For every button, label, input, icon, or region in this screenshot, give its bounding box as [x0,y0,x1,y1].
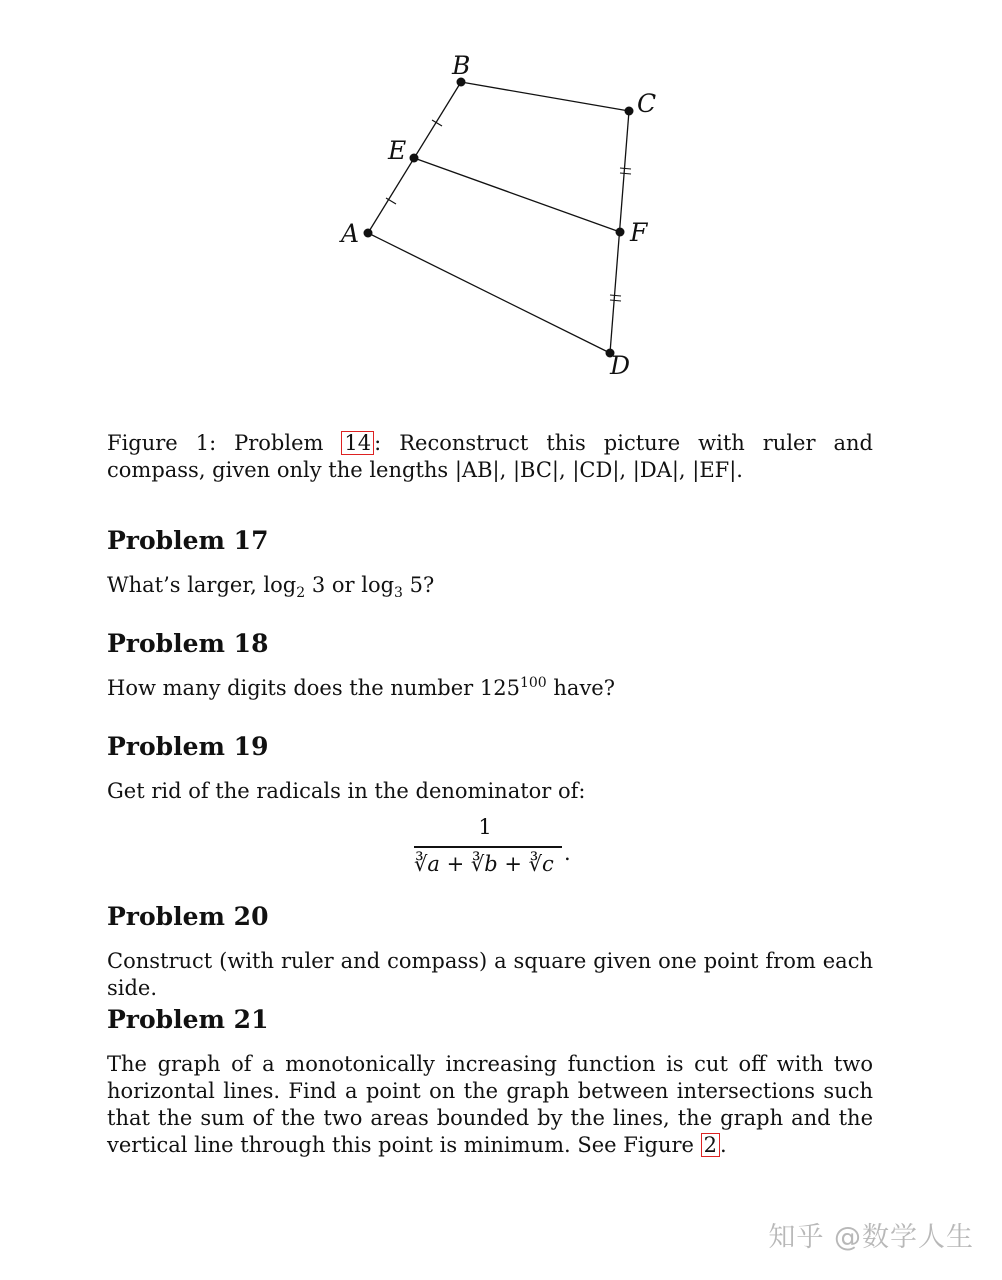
problem-21-heading: Problem 21 [107,1005,269,1034]
problem-17 [107,525,873,602]
label-b: B [452,51,471,80]
problem-18-heading: Problem 18 [107,629,269,658]
problem-17-log-base-2: 3 [394,585,403,602]
fraction-denominator: ∛a + ∛b + ∛c [414,852,554,876]
fraction-numerator: 1 [478,815,492,839]
tick-cf-1 [620,168,631,169]
radical-fraction [410,815,590,877]
point-a [364,229,373,238]
caption-prefix: Figure 1: Problem [107,431,342,455]
problem-18-text-before: How many digits does the number 125 [107,676,520,700]
point-e [410,154,419,163]
segment-bc [461,82,629,111]
segment-ef [414,158,620,232]
fraction-period: . [564,841,571,865]
label-f: F [630,218,648,247]
quadrilateral-figure [300,40,720,390]
problem-19-text: Get rid of the radicals in the denominator of: [107,779,586,803]
problem-14-link[interactable]: 14 [341,431,374,455]
problem-17-text-before: What’s larger, log [107,573,297,597]
segment-da [368,233,610,353]
problem-20-heading: Problem 20 [107,902,269,931]
problem-18-exponent: 100 [519,675,547,691]
problem-17-log-base-1: 2 [296,585,306,602]
problem-17-heading: Problem 17 [107,526,269,555]
problem-17-text-mid: 3 or log [305,573,395,597]
label-e: E [388,136,407,165]
point-f [616,228,625,237]
problem-18-text-after: have? [546,676,615,700]
label-d: D [610,351,631,380]
tick-fd-2 [610,300,621,301]
problem-19-heading: Problem 19 [107,732,269,761]
tick-fd-1 [610,295,621,296]
problem-21-text-after: . [720,1133,727,1157]
problem-21-text-before: The graph of a monotonically increasing function is cut off with two horizontal lines. Find a point on the graph between intersections such that the sum of the two areas bounded by the lines, the graph and the vertical line through this point is minimum. See Figure [107,1052,873,1157]
zhihu-watermark: 知乎 @数学人生 [768,1222,974,1253]
problem-19 [107,731,873,805]
caption-rest: : Reconstruct this picture with ruler and compass, given only the lengths |AB|, |BC|, |CD|, |DA|, |EF|. [107,431,873,482]
problem-21 [107,1004,873,1159]
problem-20-text: Construct (with ruler and compass) a square given one point from each side. [107,949,873,1000]
problem-17-text [107,572,873,602]
figure-caption [107,430,873,484]
tick-cf-2 [620,173,631,174]
problem-20 [107,901,873,1002]
problem-18-text [107,675,873,702]
problem-21-text [107,1051,873,1159]
label-a: A [341,219,360,248]
problem-18 [107,628,873,702]
figure-2-link[interactable]: 2 [701,1133,720,1157]
label-c: C [637,89,657,118]
fraction-bar [414,846,562,848]
problem-17-text-after: 5? [402,573,435,597]
point-c [625,107,634,116]
